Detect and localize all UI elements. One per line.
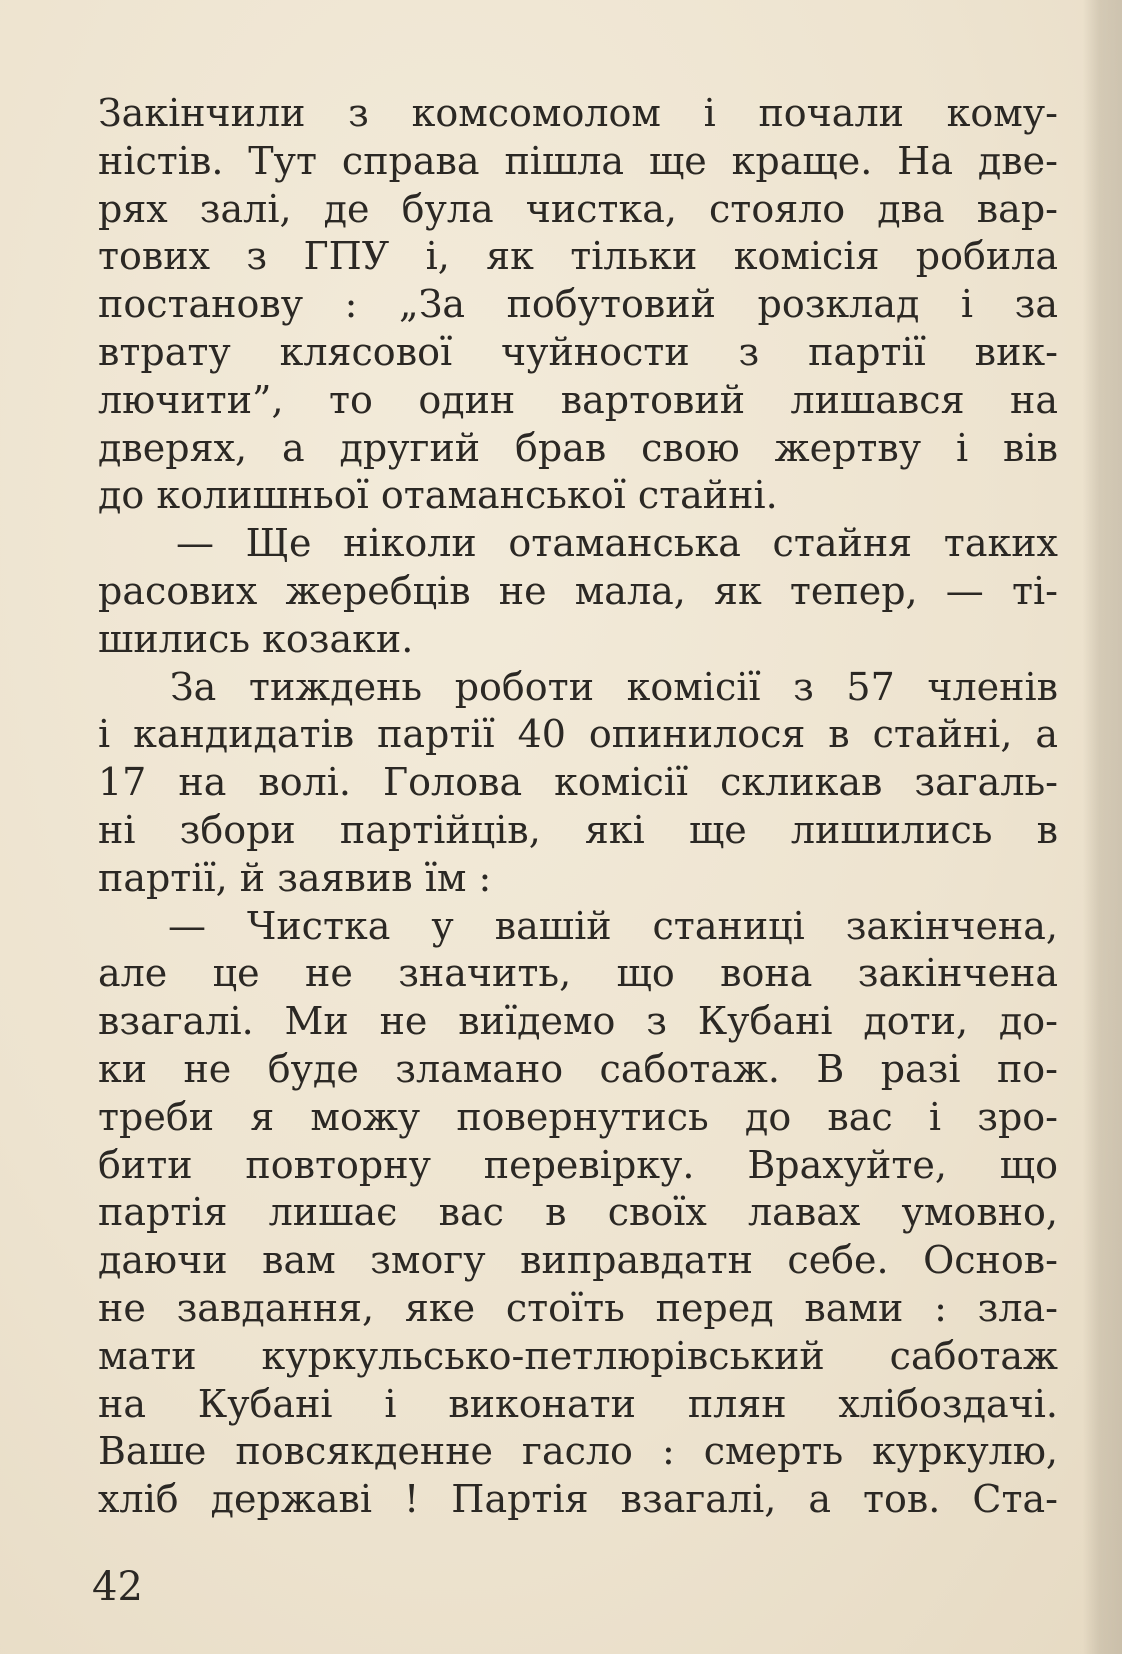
text-line: даючи вам змогу виправдатн себе. Основ- — [98, 1238, 1058, 1283]
text-line: тових з ГПУ і, як тільки комісія робила — [98, 234, 1058, 279]
text-line: хліб державі ! Партія взагалі, а тов. Ста- — [98, 1477, 1058, 1522]
text-line: ки не буде зламано саботаж. В разі по- — [98, 1046, 1058, 1091]
text-line: не завдання, яке стоїть перед вами : зла- — [98, 1285, 1058, 1330]
text-line: рях залі, де була чистка, стояло два вар- — [98, 186, 1058, 231]
text-line: — Чистка у вашій станиці закінчена, — [168, 903, 1058, 948]
paragraph-end-line: шились козаки. — [98, 616, 414, 661]
text-line: расових жеребців не мала, як тепер, — ті- — [98, 568, 1058, 613]
text-line: — Ще ніколи отаманська стайня таких — [176, 521, 1058, 566]
text-line: лючити”, то один вартовий лишався на — [98, 377, 1058, 422]
text-line: на Кубані і виконати плян хлібоздачі. — [98, 1381, 1058, 1426]
page-text — [98, 90, 1058, 1524]
text-line: Ваше повсякденне гасло : смерть куркулю, — [98, 1429, 1058, 1474]
text-line: Закінчили з комсомолом і почали кому- — [98, 91, 1058, 135]
paragraph-end-line: до колишньої отаманської стайні. — [98, 473, 778, 518]
text-line: мати куркульсько-петлюрівський саботаж — [98, 1333, 1058, 1378]
text-line: і кандидатів партії 40 опинилося в стайні, а — [98, 712, 1058, 757]
text-line: втрату клясової чуйности з партії вик- — [98, 329, 1058, 374]
text-line: партія лишає вас в своїх лавах умовно, — [98, 1190, 1058, 1235]
paragraph-end-line: партії, й заявив їм : — [98, 855, 492, 900]
text-line: ні збори партійців, які ще лишились в — [98, 807, 1058, 852]
text-line: ністів. Тут справа пішла ще краще. На две- — [98, 138, 1058, 183]
text-line: 17 на волі. Голова комісії скликав загаль- — [98, 760, 1058, 805]
text-line: бити повторну перевірку. Врахуйте, що — [98, 1142, 1058, 1187]
text-line: За тиждень роботи комісії з 57 членів — [170, 664, 1058, 709]
page-number: 42 — [92, 1564, 143, 1610]
text-line: постанову : „За побутовий розклад і за — [98, 282, 1058, 327]
text-line: треби я можу повернутись до вас і зро- — [98, 1094, 1058, 1139]
text-line: але це не значить, що вона закінчена — [98, 951, 1058, 996]
text-line: взагалі. Ми не виїдемо з Кубані доти, до- — [98, 999, 1058, 1044]
text-line: дверях, а другий брав свою жертву і вів — [98, 425, 1058, 470]
